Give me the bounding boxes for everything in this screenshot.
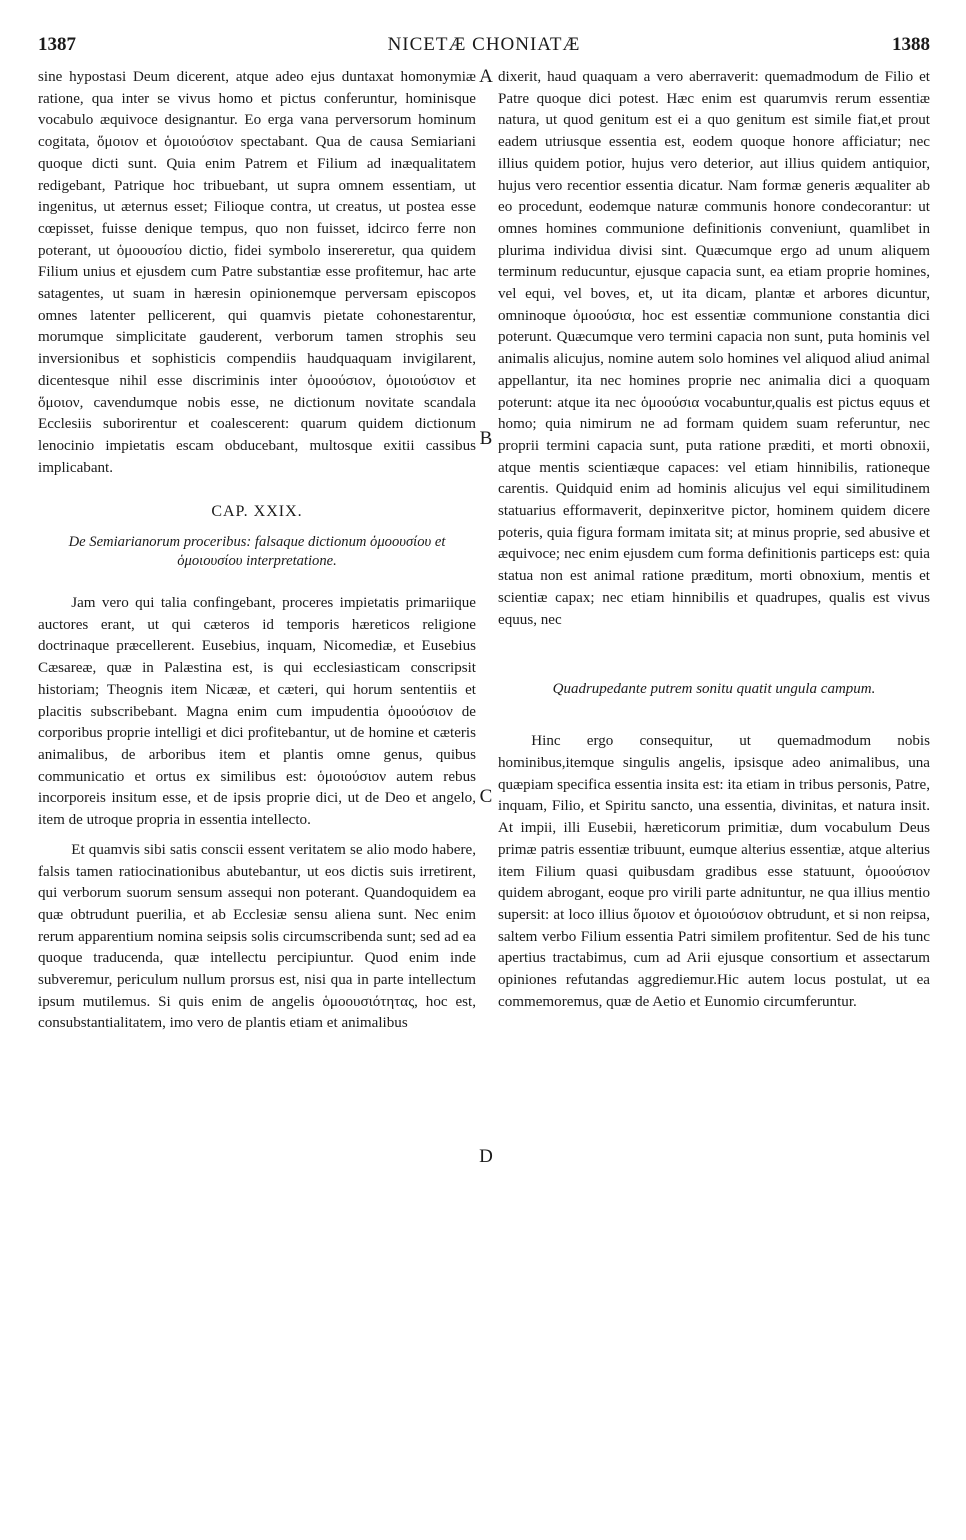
- left-paragraph-1: sine hypostasi Deum dicerent, atque adeo ejus duntaxat homonymiæ ratione, qua inter se vivus homo et pictus conferuntur, hominisque vocabulo æquivoce designantur. Eo erga vana perversorum hominum cogitata, ὅμοιον et ὁμοιούσιον spectabant. Qua de causa Semiariani quoque dicti sunt. Quia enim Patrem et Filium ad inæqualitatem redigebant, Patrique hoc tribuebant, ut supra omnem essentiam, ut ingenitus, ut æternus esset; Filioque contra, ut creatus, ut postea esse cœpisset, fuisse denique tempus, quo non fuisset, idcirco ferre non poterant, ut ὁμοουσίου dictio, fidei symbolo insereretur, qua quidem Filium unius et ejusdem cum Patre substantiæ esse profitemur, hac arte satagentes, ut suam in hæresin opinionemque perversam episcopos omnes latenter pellicerent, qui quamvis pietate cohonestarentur, morumque simplicitate gauderent, verborum tamen strophis seu inversionibus et sophisticis compendiis haudquaquam invigilarent, dicentesque nihil esse discriminis inter ὁμοούσιον, ὁμοιούσιον et ὅμοιον, cavendumque nobis esse, ne dictionum novitate scandala Ecclesiis suborirentur et coalescerent: quarum quidem dictionum lenocinio impietatis escam obducebant, multosque exitii cassibus implicabant.: [38, 69, 476, 476]
- chapter-subtitle: De Semiarianorum proceribus: falsaque dictionum ὁμοουσίου et ὁμοιουσίου interpretatione.: [68, 534, 446, 570]
- left-paragraph-2: Jam vero qui talia confingebant, proceres impietatis primariique auctores erant, ut qui cæteros id temporis hæreticos religione doctrinaque præcellerent. Eusebius, inquam, Nicomediæ, et Eusebius Cæsareæ, quæ in Palæstina est, is qui ecclesiasticam conscripsit historiam; Theognis item Nicææ, et cæteri, qui horum sententiis et placitis subscribebant. Magna enim cum impudentia ὁμοούσιον de corporibus proprie intelligi et dici profitebantur, ut de homine et cæteris animalibus, de arboribus item et plantis omne genus, quibus communicatio et ortus ex similibus est: ὁμοιούσιον autem rebus incorporeis insitum esse, et de ipsis proprie dici, ut de Deo et angelo, item de utroque propria in essentia intellecto.: [38, 595, 476, 829]
- right-paragraph-1: dixerit, haud quaquam a vero aberraverit: quemadmodum de Filio et Patre quoque dici potest. Hæc enim est quarumvis rerum essentiæ natura, ut quod genitum est ei a quo genitum est simile fiat,et prout eadem utriusque essentia est, eodem quoque honore afficiatur; nec illius quidem potior, hujus vero deterior, aut illius quidem antiquior, hujus vero recentior essentia dicatur. Nam formæ generis æqualiter ab eo procedunt, eodemque naturæ communis honore condecorantur: ut omnes homines communione definitionis conveniunt, quamlibet in plurima individua divisi sint. Quæcumque ergo ad unum aliquem terminum reducuntur, ejusque capacia sunt, ea etiam proprie homines, vel equi, vel boves, et, ut ita dicam, plantæ et arbores dicuntur, omninoque ὁμοούσια, hoc est essentiæ communione constantia dici poterunt. Quæcumque vero termini capacia non sunt, puta hominis vel animalis alicujus, nomine autem solo homines vel aliquod aliud animal appellantur, ita nec homines proprie nec animalia dici a quoquam poterunt: atque ita nec ὁμοούσια vocabuntur,qualis est pictus equus et homo; quia nimirum ne ad formam quidem suam referuntur, nec proprii termini capacia sunt, puta ratione præditi, et morti obnoxii, atque mentis scientiæque capaces: vel etiam hinnibilis, rationeque carentis. Quidquid enim ad hominis alicujus vel equi similitudinem statuarius efformaverit, depinxeritve pictor, hominem quidem dicere poteris, quia figura formam imitata sit; at minus proprie, sed abusive et æquivoce; nec enim ejusdem cum forma definitionis particeps est: quia statua non est animal ratione præditum, morti obnoxium, mentis et scientiæ capax; nec etiam hinnibilis et quadrupes, qualis est vivus equus, nec: [498, 69, 930, 628]
- left-paragraph-3: Et quamvis sibi satis conscii essent veritatem se alio modo habere, falsis tamen ratiocinationibus abutebantur, ut eos dictis suis irretirent, qui verborum suorum sensum assequi non poterant. Quandoquidem ea quæ obtrudunt puerilia, et ab Ecclesiæ sensu aliena sunt. Nec enim rerum apparentium nomina seipsis solis circumscribenda sunt; sed ad ea quoque traducenda, quæ intellectu percipiuntur. Quod enim inde subveremur, periculum nullum prorsus est, nisi qua in parte intellectum ipsum mutilemus. Si quis enim de angelis ὁμοουσιότητας, hoc est, consubstantialitatem, imo vero de plantis etiam et animalibus: [38, 841, 476, 1032]
- page-number-right: 1388: [892, 34, 930, 55]
- left-column: [38, 67, 476, 1035]
- verse-quote: Quadrupedante putrem sonitu quatit ungula campum.: [552, 681, 876, 698]
- page-header: [38, 34, 930, 64]
- running-title: NICETÆ CHONIATÆ: [387, 34, 581, 55]
- page-number-left: 1387: [38, 34, 76, 55]
- margin-marker-a: A: [479, 66, 493, 87]
- chapter-title: CAP. XXIX.: [211, 503, 303, 521]
- margin-marker-d: D: [479, 1146, 493, 1167]
- margin-marker-c: C: [479, 786, 493, 807]
- right-column: [498, 67, 930, 1013]
- margin-marker-b: B: [479, 428, 493, 449]
- right-paragraph-2: Hinc ergo consequitur, ut quemadmodum nobis hominibus,itemque singulis angelis, ipsisque adeo animalibus, una quæpiam specifica essentia insita est: ita etiam in tribus personis, Patre, inquam, Filio, et Spiritu sancto, una essentia, divinitas, et natura insit. At impii, illi Eusebii, hæreticorum primitiæ, dum vocabulum Deus primæ patris essentiæ tribuunt, eumque alterius essentiæ, atque alterius item Filium quasi quibusdam gradibus esse statuunt, ὁμοούσιον quidem abrogant, eoque pro virili parte adnituntur, ne qua illius mentio supersit: at loco illius ὅμοιον et ὁμοιούσιον obtrudunt, et si non reipsa, saltem verbo Filium essentia Patri similem profitentur. Sed de his tunc apertius tractabimus, cum ad Arii ejusque consortium et assectarum opiniones refutandas aggrediemur.Hic autem locus postulat, ut ea commemoremus, quæ de Aetio et Eunomio circumferuntur.: [498, 733, 930, 1010]
